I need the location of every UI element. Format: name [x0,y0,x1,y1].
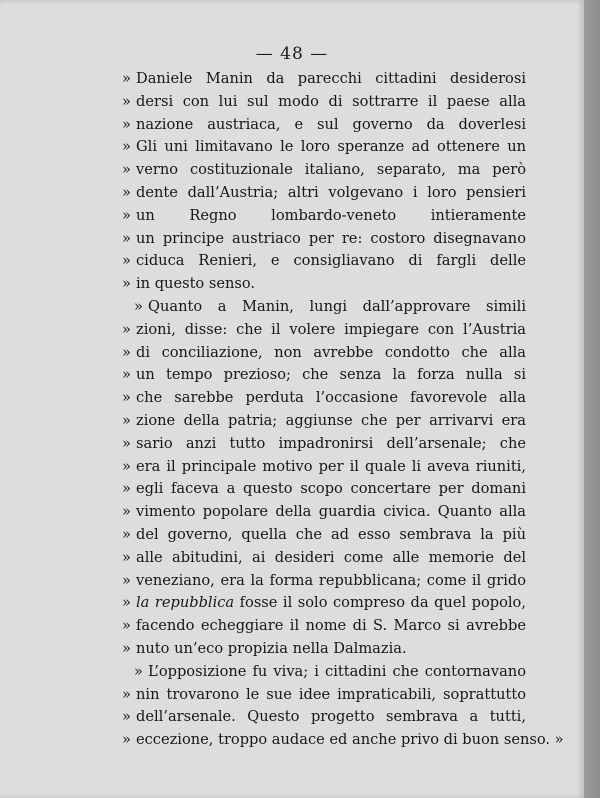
quote-mark: » [122,457,131,475]
quote-mark: » [122,617,131,635]
text-line [122,91,526,114]
line-text: nazione austriaca, e sul governo da doverlesi [136,115,526,133]
quote-mark: » [122,389,131,407]
quote-mark: » [122,206,131,224]
quote-mark: » [122,503,131,521]
line-text: era il principale motivo per il quale li aveva riuniti, [136,457,526,475]
line-text: zione della patria; aggiunse che per arrivarvi era [136,411,526,429]
line-text: nuto un’eco propizia nella Dalmazia. [136,639,407,657]
quote-mark: » [122,161,131,179]
line-text: un principe austriaco per re: costoro disegnavano [136,229,526,247]
quote-mark: » [122,70,131,87]
quote-mark: » [122,183,131,201]
text-line [122,159,526,182]
line-text: Daniele Manin da parecchi cittadini desiderosi [136,70,526,87]
line-text: di conciliazione, non avrebbe condotto che alla [136,343,526,361]
body-text [122,68,564,752]
text-line [122,524,526,547]
line-text: in questo senso. [136,275,256,293]
line-text: sario anzi tutto impadronirsi dell’arsenale; che [136,434,526,452]
line-text: dente dall’Austria; altri volgevano i loro pensieri [136,183,526,201]
line-text: che sarebbe perduta l’occasione favorevole alla [136,389,526,407]
text-line [122,250,526,273]
quote-mark: » [122,138,131,156]
text-line [122,228,526,251]
quote-mark: » [122,320,131,338]
line-text: vimento popolare della guardia civica. Quanto alla [136,503,526,521]
text-line [122,182,526,205]
text-line [122,136,526,159]
quote-mark: » [134,297,143,315]
text-line [122,296,526,319]
quote-mark: » [122,252,131,270]
paragraph [122,661,564,752]
text-line [122,706,526,729]
text-line [122,433,526,456]
line-text: veneziano, era la forma repubblicana; come il grido [136,571,526,589]
text-line [122,684,526,707]
text-line [122,570,526,593]
quote-mark: » [122,594,131,612]
quote-mark: » [122,639,131,657]
paragraph [122,68,526,296]
quote-mark: » [122,92,131,110]
line-text: nin trovarono le sue idee impraticabili, soprattutto [136,685,526,703]
quote-mark: » [122,434,131,452]
text-line [122,205,526,228]
quote-mark: » [122,525,131,543]
text-line [122,273,526,296]
paragraph [122,296,526,661]
quote-mark: » [122,366,131,384]
text-line [122,661,526,684]
line-text: zioni, disse: che il volere impiegare con l’Austria [136,320,526,338]
text-line [122,456,526,479]
text-line [122,501,526,524]
quote-mark: » [122,343,131,361]
line-text: dersi con lui sul modo di sottrarre il paese alla [136,92,526,110]
text-line [122,364,526,387]
line-text: facendo echeggiare il nome di S. Marco si avrebbe [136,617,526,635]
line-text: alle abitudini, ai desideri come alle memorie del [136,548,526,566]
quote-mark: » [122,571,131,589]
quote-mark: » [122,731,131,749]
quote-mark: » [122,229,131,247]
quote-mark: » [122,548,131,566]
quote-mark: » [122,708,131,726]
text-line [122,478,526,501]
quote-mark: » [122,115,131,133]
line-text: Gli uni limitavano le loro speranze ad ottenere un [136,138,526,156]
text-line [122,547,526,570]
page-number: — 48 — [255,44,329,64]
text-line [122,638,526,661]
line-text: verno costituzionale italiano, separato, ma però [136,161,526,179]
quote-mark: » [122,411,131,429]
text-line [122,387,526,410]
line-text: eccezione, troppo audace ed anche privo di buon senso. » [136,731,564,749]
text-line [122,68,526,91]
line-text: la repubblica fosse il solo compreso da quel popolo, [136,594,526,612]
text-line [122,592,526,615]
quote-mark: » [122,275,131,293]
text-line [122,114,526,137]
line-text: ciduca Renieri, e consigliavano di fargli delle [136,252,526,270]
quote-mark: » [122,685,131,703]
quote-mark: » [122,480,131,498]
line-text: un tempo prezioso; che senza la forza nulla si [136,366,526,384]
quote-mark: » [134,662,143,680]
line-text: dell’arsenale. Questo progetto sembrava a tutti, [136,708,526,726]
text-line [122,615,526,638]
text-line [122,319,526,342]
line-text: L’opposizione fu viva; i cittadini che contornavano [148,662,526,680]
text-line [122,410,526,433]
page-edge [584,0,600,798]
line-text: egli faceva a questo scopo concertare per domani [136,480,526,498]
text-line [122,729,564,752]
line-text: un Regno lombardo-veneto intieramente [136,206,526,224]
line-text: Quanto a Manin, lungi dall’approvare simili [148,297,526,315]
line-text: del governo, quella che ad esso sembrava la più [136,525,526,543]
text-line [122,342,526,365]
